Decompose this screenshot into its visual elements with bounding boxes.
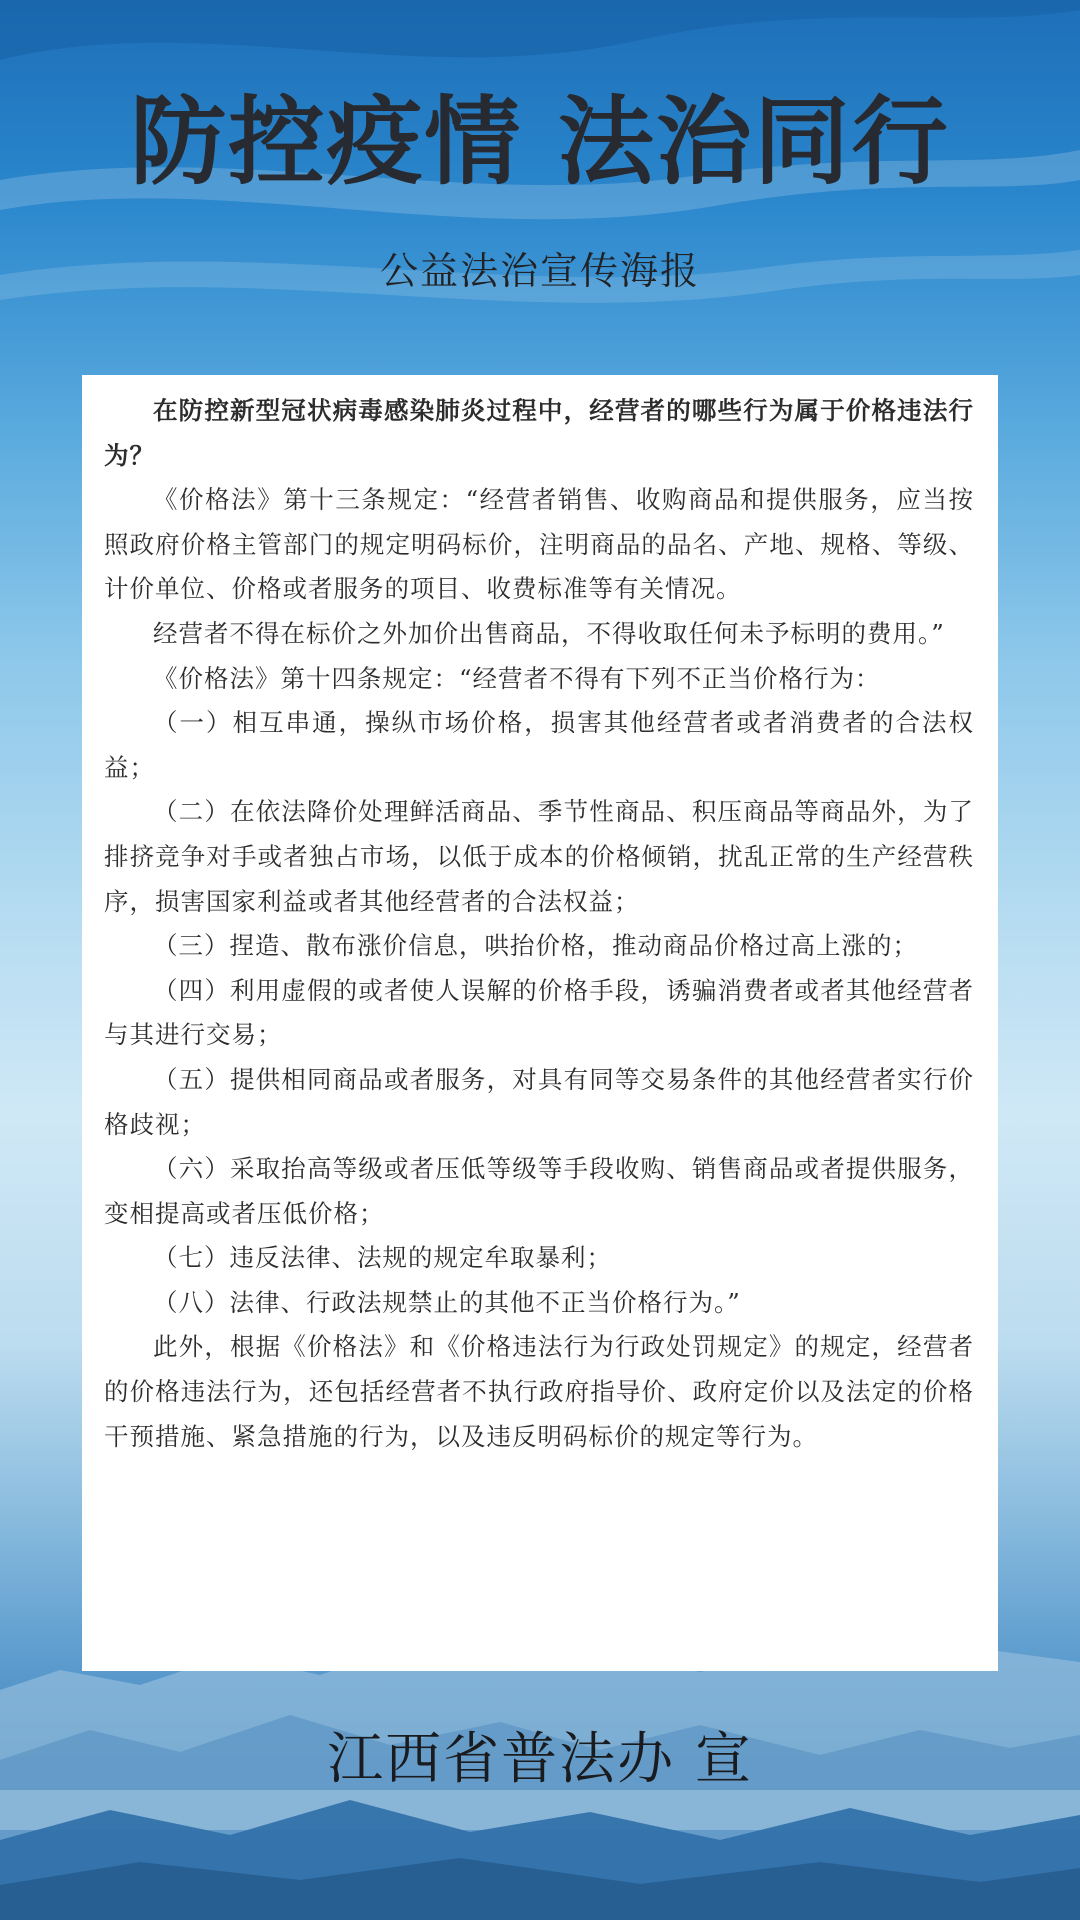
- list-item-5: （五）提供相同商品或者服务，对具有同等交易条件的其他经营者实行价格歧视；: [104, 1064, 974, 1139]
- paragraph-additional: 此外，根据《价格法》和《价格违法行为行政处罚规定》的规定，经营者的价格违法行为，还包括经营者不执行政府指导价、政府定价以及法定的价格干预措施、紧急措施的行为，以及违反明码标价的规定等行为。: [104, 1332, 974, 1451]
- list-item-3: （三）捏造、散布涨价信息，哄抬价格，推动商品价格过高上涨的；: [153, 931, 918, 961]
- document-question: 在防控新型冠状病毒感染肺炎过程中，经营者的哪些行为属于价格违法行为？: [104, 396, 974, 470]
- poster-subtitle: 公益法治宣传海报: [379, 249, 700, 293]
- poster-title: 防控疫情 法治同行: [130, 86, 950, 198]
- list-item-8: （八）法律、行政法规禁止的其他不正当价格行为。”: [153, 1287, 741, 1317]
- list-item-2: （二）在依法降价处理鲜活商品、季节性商品、积压商品等商品外，为了排挤竞争对手或者独占市场，以低于成本的价格倾销，扰乱正常的生产经营秩序，损害国家利益或者其他经营者的合法权益；: [104, 797, 974, 916]
- sky-wave-1: [0, 0, 1080, 60]
- footer-credit: 江西省普法办 宣: [327, 1727, 753, 1792]
- paragraph-article-14: 《价格法》第十四条规定：“经营者不得有下列不正当价格行为：: [153, 663, 881, 693]
- list-item-7: （七）违反法律、法规的规定牟取暴利；: [153, 1243, 612, 1273]
- paragraph-no-extra-charge: 经营者不得在标价之外加价出售商品，不得收取任何未予标明的费用。”: [153, 618, 945, 648]
- list-item-6: （六）采取抬高等级或者压低等级等手段收购、销售商品或者提供服务，变相提高或者压低价格；: [104, 1154, 974, 1228]
- list-item-4: （四）利用虚假的或者使人误解的价格手段，诱骗消费者或者其他经营者与其进行交易；: [104, 975, 974, 1050]
- paragraph-article-13: 《价格法》第十三条规定：“经营者销售、收购商品和提供服务，应当按照政府价格主管部门的规定明码标价，注明商品的品名、产地、规格、等级、计价单位、价格或者服务的项目、收费标准等有关情况。: [104, 485, 974, 604]
- document-card: [82, 375, 998, 1671]
- list-item-1: （一）相互串通，操纵市场价格，损害其他经营者或者消费者的合法权益；: [104, 708, 974, 782]
